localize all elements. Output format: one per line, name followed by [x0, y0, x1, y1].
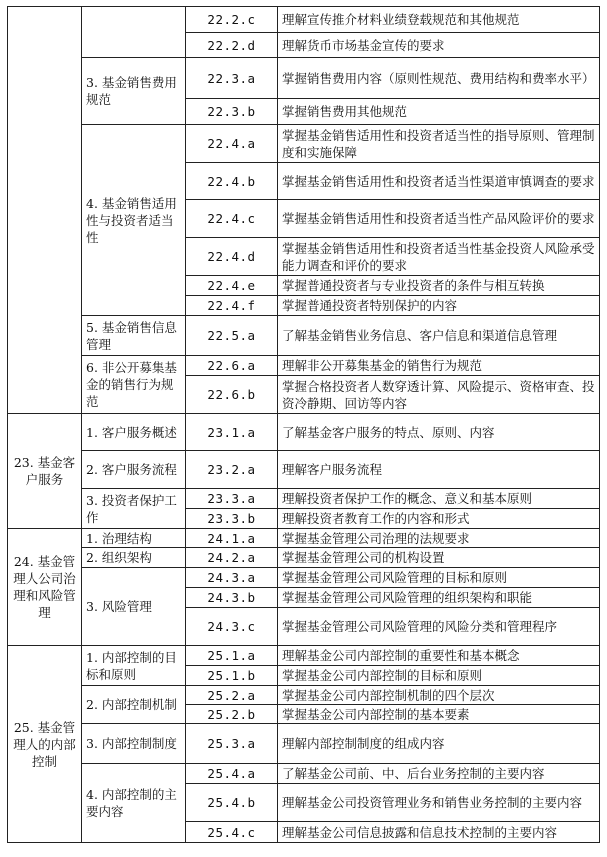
item-code: 22.6.a [186, 356, 278, 376]
section-cell: 5. 基金销售信息管理 [82, 316, 186, 356]
item-desc: 掌握基金管理公司风险管理的组织架构和职能 [278, 588, 600, 608]
chapter-cell: 25. 基金管理人的内部控制 [8, 646, 82, 843]
item-code: 22.4.e [186, 276, 278, 296]
table-row [8, 764, 600, 784]
table-row [8, 7, 600, 33]
item-code: 23.2.a [186, 451, 278, 489]
item-desc: 理解投资者教育工作的内容和形式 [278, 509, 600, 529]
table-row [8, 548, 600, 568]
item-code: 25.4.c [186, 822, 278, 843]
table-row [8, 686, 600, 705]
item-desc: 掌握销售费用内容（原则性规范、费用结构和费率水平） [278, 58, 600, 99]
chapter-cell: 24. 基金管理人公司治理和风险管理 [8, 529, 82, 646]
item-desc: 理解基金公司内部控制的重要性和基本概念 [278, 646, 600, 666]
section-cell: 1. 内部控制的目标和原则 [82, 646, 186, 686]
table-row [8, 489, 600, 509]
item-code: 22.4.a [186, 125, 278, 163]
item-code: 23.3.a [186, 489, 278, 509]
item-desc: 理解客户服务流程 [278, 451, 600, 489]
section-cell: 2. 组织架构 [82, 548, 186, 568]
section-cell: 2. 内部控制机制 [82, 686, 186, 724]
item-code: 25.4.a [186, 764, 278, 784]
item-desc: 掌握普通投资者特别保护的内容 [278, 296, 600, 316]
item-desc: 掌握基金管理公司的机构设置 [278, 548, 600, 568]
item-desc: 掌握基金销售适用性和投资者适当性渠道审慎调查的要求 [278, 163, 600, 200]
item-desc: 理解宣传推介材料业绩登载规范和其他规范 [278, 7, 600, 33]
item-desc: 了解基金销售业务信息、客户信息和渠道信息管理 [278, 316, 600, 356]
item-code: 22.3.a [186, 58, 278, 99]
table-row [8, 451, 600, 489]
item-desc: 掌握基金销售适用性和投资者适当性基金投资人风险承受能力调查和评价的要求 [278, 238, 600, 276]
table-row [8, 125, 600, 163]
item-code: 22.4.b [186, 163, 278, 200]
section-cell: 4. 基金销售适用性与投资者适当性 [82, 125, 186, 316]
table-row [8, 356, 600, 376]
item-code: 22.4.f [186, 296, 278, 316]
item-code: 25.2.b [186, 705, 278, 724]
item-desc: 掌握基金管理公司风险管理的风险分类和管理程序 [278, 608, 600, 646]
section-cell: 6. 非公开募集基金的销售行为规范 [82, 356, 186, 414]
item-desc: 理解非公开募集基金的销售行为规范 [278, 356, 600, 376]
item-desc: 掌握基金公司内部控制的基本要素 [278, 705, 600, 724]
table-row [8, 316, 600, 356]
item-desc: 掌握普通投资者与专业投资者的条件与相互转换 [278, 276, 600, 296]
chapter-cell: 23. 基金客户服务 [8, 414, 82, 529]
item-code: 22.2.c [186, 7, 278, 33]
syllabus-table [7, 6, 600, 843]
item-desc: 掌握基金管理公司风险管理的目标和原则 [278, 568, 600, 588]
item-code: 24.3.a [186, 568, 278, 588]
item-code: 25.1.a [186, 646, 278, 666]
item-desc: 理解内部控制制度的组成内容 [278, 724, 600, 764]
chapter-cell-empty [8, 7, 82, 414]
item-desc: 掌握基金公司内部控制的目标和原则 [278, 666, 600, 686]
item-code: 24.2.a [186, 548, 278, 568]
item-desc: 理解货币市场基金宣传的要求 [278, 33, 600, 58]
section-cell: 3. 投资者保护工作 [82, 489, 186, 529]
item-desc: 掌握销售费用其他规范 [278, 99, 600, 125]
item-code: 25.1.b [186, 666, 278, 686]
item-desc: 了解基金客户服务的特点、原则、内容 [278, 414, 600, 451]
item-code: 22.4.d [186, 238, 278, 276]
section-cell-empty [82, 7, 186, 58]
table-row [8, 529, 600, 548]
table-row [8, 724, 600, 764]
item-code: 22.5.a [186, 316, 278, 356]
item-code: 23.1.a [186, 414, 278, 451]
item-desc: 了解基金公司前、中、后台业务控制的主要内容 [278, 764, 600, 784]
item-code: 25.4.b [186, 784, 278, 822]
table-row [8, 646, 600, 666]
section-cell: 3. 内部控制制度 [82, 724, 186, 764]
item-code: 24.3.c [186, 608, 278, 646]
item-desc: 掌握基金销售适用性和投资者适当性产品风险评价的要求 [278, 200, 600, 238]
item-desc: 理解基金公司投资管理业务和销售业务控制的主要内容 [278, 784, 600, 822]
table-row [8, 568, 600, 588]
section-cell: 3. 基金销售费用规范 [82, 58, 186, 125]
section-cell: 1. 客户服务概述 [82, 414, 186, 451]
item-desc: 理解投资者保护工作的概念、意义和基本原则 [278, 489, 600, 509]
section-cell: 4. 内部控制的主要内容 [82, 764, 186, 843]
item-desc: 掌握基金公司内部控制机制的四个层次 [278, 686, 600, 705]
item-code: 22.3.b [186, 99, 278, 125]
item-code: 23.3.b [186, 509, 278, 529]
section-cell: 2. 客户服务流程 [82, 451, 186, 489]
table-row [8, 58, 600, 99]
item-code: 22.6.b [186, 376, 278, 414]
table-row [8, 414, 600, 451]
item-desc: 掌握基金管理公司治理的法规要求 [278, 529, 600, 548]
section-cell: 3. 风险管理 [82, 568, 186, 646]
item-code: 22.4.c [186, 200, 278, 238]
item-code: 25.2.a [186, 686, 278, 705]
item-code: 24.3.b [186, 588, 278, 608]
section-cell: 1. 治理结构 [82, 529, 186, 548]
item-desc: 理解基金公司信息披露和信息技术控制的主要内容 [278, 822, 600, 843]
item-code: 22.2.d [186, 33, 278, 58]
item-desc: 掌握基金销售适用性和投资者适当性的指导原则、管理制度和实施保障 [278, 125, 600, 163]
item-code: 25.3.a [186, 724, 278, 764]
item-desc: 掌握合格投资者人数穿透计算、风险提示、资格审查、投资冷静期、回访等内容 [278, 376, 600, 414]
item-code: 24.1.a [186, 529, 278, 548]
